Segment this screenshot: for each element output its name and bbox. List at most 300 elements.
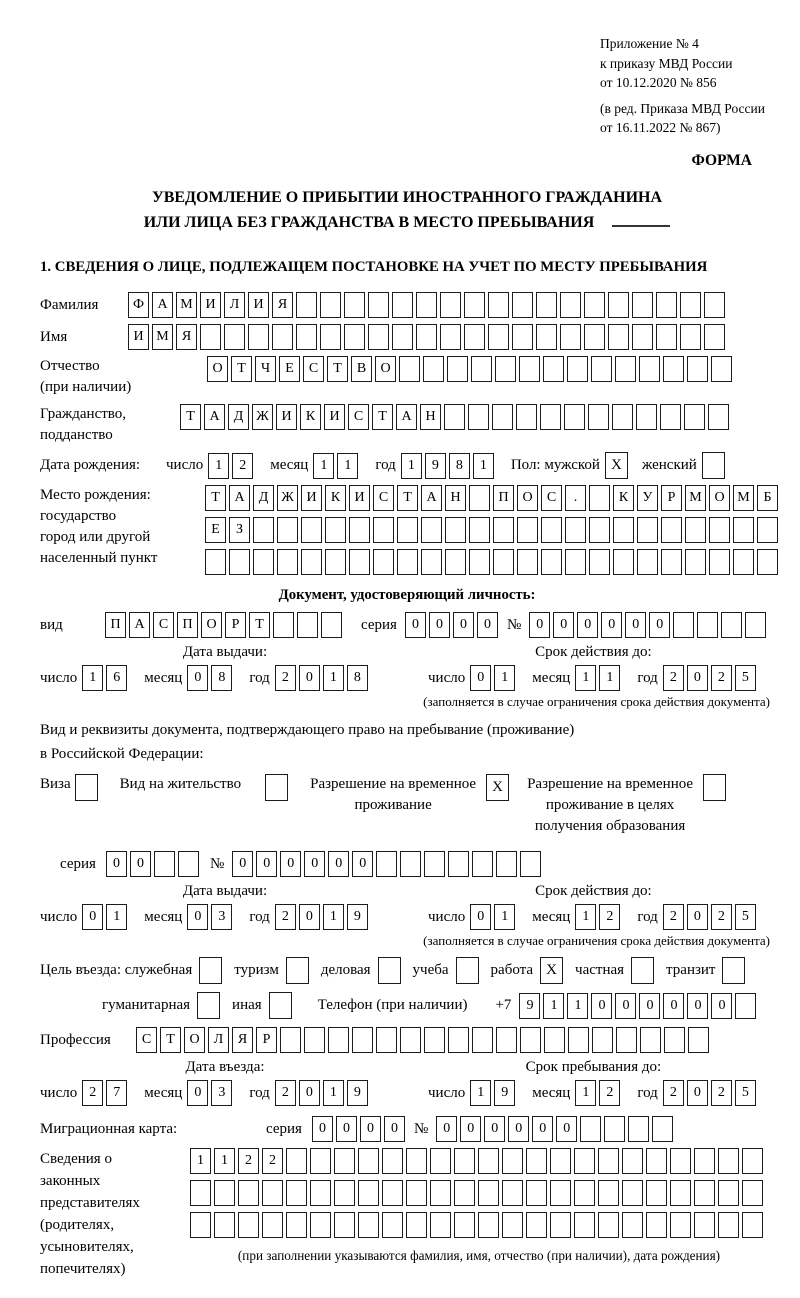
- char-cell[interactable]: И: [349, 485, 370, 511]
- char-cell[interactable]: [496, 1027, 517, 1053]
- char-cell[interactable]: [622, 1148, 643, 1174]
- char-cell[interactable]: 0: [328, 851, 349, 877]
- char-cell[interactable]: [604, 1116, 625, 1142]
- char-cell[interactable]: [598, 1180, 619, 1206]
- char-cell[interactable]: [757, 549, 778, 575]
- char-cell[interactable]: Р: [256, 1027, 277, 1053]
- char-cell[interactable]: Н: [445, 485, 466, 511]
- char-cell[interactable]: [277, 517, 298, 543]
- char-cell[interactable]: Я: [176, 324, 197, 350]
- char-cell[interactable]: 1: [575, 1080, 596, 1106]
- char-cell[interactable]: В: [351, 356, 372, 382]
- char-cell[interactable]: [560, 324, 581, 350]
- purpose-humanitarian-checkbox[interactable]: [197, 992, 220, 1019]
- char-cell[interactable]: [694, 1180, 715, 1206]
- char-cell[interactable]: [416, 324, 437, 350]
- char-cell[interactable]: [430, 1212, 451, 1238]
- char-cell[interactable]: Н: [420, 404, 441, 430]
- char-cell[interactable]: 0: [256, 851, 277, 877]
- char-cell[interactable]: [397, 549, 418, 575]
- char-cell[interactable]: 6: [106, 665, 127, 691]
- char-cell[interactable]: [742, 1148, 763, 1174]
- char-cell[interactable]: 0: [615, 993, 636, 1019]
- char-cell[interactable]: [424, 1027, 445, 1053]
- char-cell[interactable]: М: [152, 324, 173, 350]
- char-cell[interactable]: [543, 356, 564, 382]
- char-cell[interactable]: [368, 292, 389, 318]
- char-cell[interactable]: [344, 292, 365, 318]
- char-cell[interactable]: [637, 517, 658, 543]
- char-cell[interactable]: [580, 1116, 601, 1142]
- char-cell[interactable]: [636, 404, 657, 430]
- char-cell[interactable]: [421, 549, 442, 575]
- char-cell[interactable]: Т: [397, 485, 418, 511]
- char-cell[interactable]: [598, 1212, 619, 1238]
- char-cell[interactable]: Т: [205, 485, 226, 511]
- char-cell[interactable]: [584, 292, 605, 318]
- purpose-study-checkbox[interactable]: [456, 957, 479, 984]
- char-cell[interactable]: [673, 612, 694, 638]
- char-cell[interactable]: [277, 549, 298, 575]
- char-cell[interactable]: [205, 549, 226, 575]
- char-cell[interactable]: [430, 1180, 451, 1206]
- char-cell[interactable]: А: [229, 485, 250, 511]
- char-cell[interactable]: И: [128, 324, 149, 350]
- char-cell[interactable]: 0: [687, 993, 708, 1019]
- char-cell[interactable]: [447, 356, 468, 382]
- char-cell[interactable]: Т: [180, 404, 201, 430]
- char-cell[interactable]: [344, 324, 365, 350]
- char-cell[interactable]: С: [153, 612, 174, 638]
- char-cell[interactable]: 0: [460, 1116, 481, 1142]
- char-cell[interactable]: [190, 1212, 211, 1238]
- char-cell[interactable]: 9: [347, 904, 368, 930]
- char-cell[interactable]: [613, 549, 634, 575]
- char-cell[interactable]: И: [276, 404, 297, 430]
- char-cell[interactable]: 1: [494, 665, 515, 691]
- char-cell[interactable]: Д: [228, 404, 249, 430]
- char-cell[interactable]: [541, 517, 562, 543]
- char-cell[interactable]: 0: [529, 612, 550, 638]
- char-cell[interactable]: 1: [337, 453, 358, 479]
- char-cell[interactable]: [496, 851, 517, 877]
- char-cell[interactable]: [382, 1180, 403, 1206]
- char-cell[interactable]: 1: [599, 665, 620, 691]
- char-cell[interactable]: [325, 517, 346, 543]
- char-cell[interactable]: [628, 1116, 649, 1142]
- char-cell[interactable]: 5: [735, 665, 756, 691]
- char-cell[interactable]: 2: [82, 1080, 103, 1106]
- char-cell[interactable]: [616, 1027, 637, 1053]
- char-cell[interactable]: 0: [508, 1116, 529, 1142]
- char-cell[interactable]: [632, 324, 653, 350]
- char-cell[interactable]: [550, 1212, 571, 1238]
- char-cell[interactable]: [471, 356, 492, 382]
- char-cell[interactable]: [550, 1180, 571, 1206]
- char-cell[interactable]: 0: [360, 1116, 381, 1142]
- char-cell[interactable]: [310, 1148, 331, 1174]
- char-cell[interactable]: Е: [205, 517, 226, 543]
- char-cell[interactable]: [574, 1212, 595, 1238]
- char-cell[interactable]: [286, 1212, 307, 1238]
- char-cell[interactable]: [588, 404, 609, 430]
- char-cell[interactable]: [544, 1027, 565, 1053]
- char-cell[interactable]: [687, 356, 708, 382]
- char-cell[interactable]: 1: [470, 1080, 491, 1106]
- char-cell[interactable]: Т: [231, 356, 252, 382]
- char-cell[interactable]: [472, 1027, 493, 1053]
- char-cell[interactable]: [296, 324, 317, 350]
- char-cell[interactable]: 0: [556, 1116, 577, 1142]
- char-cell[interactable]: 0: [532, 1116, 553, 1142]
- char-cell[interactable]: [622, 1180, 643, 1206]
- char-cell[interactable]: [321, 612, 342, 638]
- purpose-business-checkbox[interactable]: [378, 957, 401, 984]
- char-cell[interactable]: [423, 356, 444, 382]
- char-cell[interactable]: Р: [225, 612, 246, 638]
- char-cell[interactable]: [592, 1027, 613, 1053]
- char-cell[interactable]: [154, 851, 175, 877]
- char-cell[interactable]: [399, 356, 420, 382]
- char-cell[interactable]: К: [300, 404, 321, 430]
- char-cell[interactable]: [334, 1148, 355, 1174]
- char-cell[interactable]: [639, 356, 660, 382]
- char-cell[interactable]: 0: [687, 904, 708, 930]
- char-cell[interactable]: Е: [279, 356, 300, 382]
- char-cell[interactable]: [492, 404, 513, 430]
- purpose-private-checkbox[interactable]: [631, 957, 654, 984]
- char-cell[interactable]: 0: [436, 1116, 457, 1142]
- char-cell[interactable]: [589, 517, 610, 543]
- char-cell[interactable]: [502, 1148, 523, 1174]
- char-cell[interactable]: [373, 517, 394, 543]
- char-cell[interactable]: [358, 1180, 379, 1206]
- char-cell[interactable]: 2: [238, 1148, 259, 1174]
- char-cell[interactable]: [646, 1148, 667, 1174]
- char-cell[interactable]: 0: [304, 851, 325, 877]
- char-cell[interactable]: 0: [477, 612, 498, 638]
- purpose-work-checkbox[interactable]: X: [540, 957, 563, 984]
- char-cell[interactable]: 1: [575, 665, 596, 691]
- char-cell[interactable]: 0: [470, 904, 491, 930]
- char-cell[interactable]: 3: [211, 904, 232, 930]
- char-cell[interactable]: [301, 517, 322, 543]
- char-cell[interactable]: [406, 1148, 427, 1174]
- char-cell[interactable]: Ч: [255, 356, 276, 382]
- char-cell[interactable]: О: [184, 1027, 205, 1053]
- char-cell[interactable]: 0: [577, 612, 598, 638]
- char-cell[interactable]: [646, 1212, 667, 1238]
- char-cell[interactable]: Ф: [128, 292, 149, 318]
- char-cell[interactable]: [757, 517, 778, 543]
- char-cell[interactable]: 1: [208, 453, 229, 479]
- char-cell[interactable]: Ж: [252, 404, 273, 430]
- char-cell[interactable]: [424, 851, 445, 877]
- char-cell[interactable]: [742, 1180, 763, 1206]
- char-cell[interactable]: [670, 1180, 691, 1206]
- char-cell[interactable]: [670, 1148, 691, 1174]
- char-cell[interactable]: [589, 485, 610, 511]
- char-cell[interactable]: [646, 1180, 667, 1206]
- char-cell[interactable]: [229, 549, 250, 575]
- char-cell[interactable]: 1: [323, 1080, 344, 1106]
- char-cell[interactable]: [694, 1212, 715, 1238]
- char-cell[interactable]: [493, 517, 514, 543]
- visa-checkbox[interactable]: [75, 774, 98, 801]
- char-cell[interactable]: [564, 404, 585, 430]
- char-cell[interactable]: [448, 851, 469, 877]
- char-cell[interactable]: 2: [599, 1080, 620, 1106]
- char-cell[interactable]: [320, 324, 341, 350]
- char-cell[interactable]: 0: [187, 904, 208, 930]
- char-cell[interactable]: [660, 404, 681, 430]
- char-cell[interactable]: 0: [625, 612, 646, 638]
- char-cell[interactable]: 2: [663, 904, 684, 930]
- char-cell[interactable]: [334, 1212, 355, 1238]
- char-cell[interactable]: [640, 1027, 661, 1053]
- char-cell[interactable]: 1: [82, 665, 103, 691]
- char-cell[interactable]: [591, 356, 612, 382]
- char-cell[interactable]: [718, 1212, 739, 1238]
- char-cell[interactable]: 9: [347, 1080, 368, 1106]
- char-cell[interactable]: Р: [661, 485, 682, 511]
- char-cell[interactable]: [656, 324, 677, 350]
- char-cell[interactable]: [444, 404, 465, 430]
- char-cell[interactable]: 5: [735, 904, 756, 930]
- char-cell[interactable]: П: [177, 612, 198, 638]
- char-cell[interactable]: 0: [232, 851, 253, 877]
- char-cell[interactable]: [526, 1180, 547, 1206]
- char-cell[interactable]: [376, 851, 397, 877]
- char-cell[interactable]: [680, 324, 701, 350]
- char-cell[interactable]: И: [200, 292, 221, 318]
- char-cell[interactable]: 5: [735, 1080, 756, 1106]
- char-cell[interactable]: 0: [663, 993, 684, 1019]
- char-cell[interactable]: .: [565, 485, 586, 511]
- char-cell[interactable]: [304, 1027, 325, 1053]
- char-cell[interactable]: [711, 356, 732, 382]
- char-cell[interactable]: [519, 356, 540, 382]
- char-cell[interactable]: [200, 324, 221, 350]
- char-cell[interactable]: [526, 1148, 547, 1174]
- char-cell[interactable]: 1: [575, 904, 596, 930]
- char-cell[interactable]: 0: [130, 851, 151, 877]
- char-cell[interactable]: Я: [232, 1027, 253, 1053]
- char-cell[interactable]: 0: [352, 851, 373, 877]
- char-cell[interactable]: [685, 517, 706, 543]
- char-cell[interactable]: [584, 324, 605, 350]
- sex-female-checkbox[interactable]: [702, 452, 725, 479]
- char-cell[interactable]: К: [325, 485, 346, 511]
- char-cell[interactable]: Л: [224, 292, 245, 318]
- char-cell[interactable]: 0: [384, 1116, 405, 1142]
- char-cell[interactable]: [540, 404, 561, 430]
- char-cell[interactable]: А: [204, 404, 225, 430]
- char-cell[interactable]: [516, 404, 537, 430]
- char-cell[interactable]: [709, 517, 730, 543]
- char-cell[interactable]: [349, 549, 370, 575]
- char-cell[interactable]: [253, 517, 274, 543]
- char-cell[interactable]: 0: [687, 665, 708, 691]
- char-cell[interactable]: [469, 517, 490, 543]
- char-cell[interactable]: [416, 292, 437, 318]
- char-cell[interactable]: [688, 1027, 709, 1053]
- char-cell[interactable]: П: [493, 485, 514, 511]
- char-cell[interactable]: [520, 1027, 541, 1053]
- char-cell[interactable]: 2: [275, 1080, 296, 1106]
- char-cell[interactable]: О: [375, 356, 396, 382]
- char-cell[interactable]: 1: [401, 453, 422, 479]
- purpose-other-checkbox[interactable]: [269, 992, 292, 1019]
- char-cell[interactable]: [445, 517, 466, 543]
- char-cell[interactable]: [742, 1212, 763, 1238]
- char-cell[interactable]: [608, 324, 629, 350]
- char-cell[interactable]: [709, 549, 730, 575]
- char-cell[interactable]: 8: [347, 665, 368, 691]
- char-cell[interactable]: 0: [553, 612, 574, 638]
- char-cell[interactable]: И: [248, 292, 269, 318]
- char-cell[interactable]: [253, 549, 274, 575]
- char-cell[interactable]: [536, 292, 557, 318]
- char-cell[interactable]: [526, 1212, 547, 1238]
- char-cell[interactable]: 0: [299, 1080, 320, 1106]
- char-cell[interactable]: [248, 324, 269, 350]
- char-cell[interactable]: 0: [187, 1080, 208, 1106]
- char-cell[interactable]: [567, 356, 588, 382]
- char-cell[interactable]: 0: [470, 665, 491, 691]
- char-cell[interactable]: Ж: [277, 485, 298, 511]
- char-cell[interactable]: [697, 612, 718, 638]
- char-cell[interactable]: [400, 1027, 421, 1053]
- char-cell[interactable]: 9: [519, 993, 540, 1019]
- char-cell[interactable]: [454, 1212, 475, 1238]
- char-cell[interactable]: [368, 324, 389, 350]
- char-cell[interactable]: Т: [160, 1027, 181, 1053]
- char-cell[interactable]: 0: [280, 851, 301, 877]
- char-cell[interactable]: [468, 404, 489, 430]
- char-cell[interactable]: М: [176, 292, 197, 318]
- char-cell[interactable]: [550, 1148, 571, 1174]
- char-cell[interactable]: 1: [190, 1148, 211, 1174]
- char-cell[interactable]: [352, 1027, 373, 1053]
- char-cell[interactable]: А: [396, 404, 417, 430]
- char-cell[interactable]: Т: [327, 356, 348, 382]
- char-cell[interactable]: 0: [106, 851, 127, 877]
- char-cell[interactable]: О: [201, 612, 222, 638]
- char-cell[interactable]: 3: [211, 1080, 232, 1106]
- char-cell[interactable]: 0: [82, 904, 103, 930]
- char-cell[interactable]: [310, 1212, 331, 1238]
- char-cell[interactable]: У: [637, 485, 658, 511]
- char-cell[interactable]: [320, 292, 341, 318]
- char-cell[interactable]: [670, 1212, 691, 1238]
- char-cell[interactable]: З: [229, 517, 250, 543]
- char-cell[interactable]: [622, 1212, 643, 1238]
- char-cell[interactable]: [661, 517, 682, 543]
- char-cell[interactable]: 0: [591, 993, 612, 1019]
- char-cell[interactable]: [358, 1148, 379, 1174]
- char-cell[interactable]: [373, 549, 394, 575]
- char-cell[interactable]: 0: [405, 612, 426, 638]
- char-cell[interactable]: [469, 485, 490, 511]
- char-cell[interactable]: [392, 324, 413, 350]
- char-cell[interactable]: [574, 1148, 595, 1174]
- char-cell[interactable]: 2: [275, 665, 296, 691]
- char-cell[interactable]: [280, 1027, 301, 1053]
- char-cell[interactable]: О: [517, 485, 538, 511]
- char-cell[interactable]: [694, 1148, 715, 1174]
- char-cell[interactable]: [454, 1180, 475, 1206]
- char-cell[interactable]: [392, 292, 413, 318]
- char-cell[interactable]: [325, 549, 346, 575]
- char-cell[interactable]: [536, 324, 557, 350]
- char-cell[interactable]: 0: [687, 1080, 708, 1106]
- char-cell[interactable]: [541, 549, 562, 575]
- char-cell[interactable]: [214, 1212, 235, 1238]
- char-cell[interactable]: 0: [299, 665, 320, 691]
- char-cell[interactable]: [286, 1180, 307, 1206]
- char-cell[interactable]: [382, 1148, 403, 1174]
- char-cell[interactable]: 2: [262, 1148, 283, 1174]
- char-cell[interactable]: [721, 612, 742, 638]
- char-cell[interactable]: [430, 1148, 451, 1174]
- char-cell[interactable]: Д: [253, 485, 274, 511]
- char-cell[interactable]: [502, 1212, 523, 1238]
- char-cell[interactable]: [488, 292, 509, 318]
- char-cell[interactable]: [664, 1027, 685, 1053]
- char-cell[interactable]: С: [541, 485, 562, 511]
- char-cell[interactable]: [349, 517, 370, 543]
- char-cell[interactable]: [190, 1180, 211, 1206]
- char-cell[interactable]: 2: [275, 904, 296, 930]
- char-cell[interactable]: [406, 1180, 427, 1206]
- char-cell[interactable]: 0: [639, 993, 660, 1019]
- char-cell[interactable]: [517, 549, 538, 575]
- char-cell[interactable]: 0: [187, 665, 208, 691]
- char-cell[interactable]: 1: [106, 904, 127, 930]
- char-cell[interactable]: [708, 404, 729, 430]
- char-cell[interactable]: [224, 324, 245, 350]
- char-cell[interactable]: [517, 517, 538, 543]
- char-cell[interactable]: [735, 993, 756, 1019]
- char-cell[interactable]: 2: [711, 904, 732, 930]
- char-cell[interactable]: [568, 1027, 589, 1053]
- char-cell[interactable]: [680, 292, 701, 318]
- char-cell[interactable]: С: [348, 404, 369, 430]
- char-cell[interactable]: [421, 517, 442, 543]
- char-cell[interactable]: [454, 1148, 475, 1174]
- char-cell[interactable]: 2: [232, 453, 253, 479]
- char-cell[interactable]: Я: [272, 292, 293, 318]
- residence-permit-checkbox[interactable]: [265, 774, 288, 801]
- char-cell[interactable]: [397, 517, 418, 543]
- char-cell[interactable]: 2: [663, 1080, 684, 1106]
- char-cell[interactable]: [613, 517, 634, 543]
- char-cell[interactable]: [733, 549, 754, 575]
- char-cell[interactable]: [656, 292, 677, 318]
- char-cell[interactable]: [495, 356, 516, 382]
- char-cell[interactable]: [310, 1180, 331, 1206]
- char-cell[interactable]: [464, 292, 485, 318]
- char-cell[interactable]: [704, 324, 725, 350]
- char-cell[interactable]: А: [129, 612, 150, 638]
- purpose-official-checkbox[interactable]: [199, 957, 222, 984]
- char-cell[interactable]: 1: [494, 904, 515, 930]
- char-cell[interactable]: Л: [208, 1027, 229, 1053]
- char-cell[interactable]: [301, 549, 322, 575]
- char-cell[interactable]: [214, 1180, 235, 1206]
- char-cell[interactable]: Т: [249, 612, 270, 638]
